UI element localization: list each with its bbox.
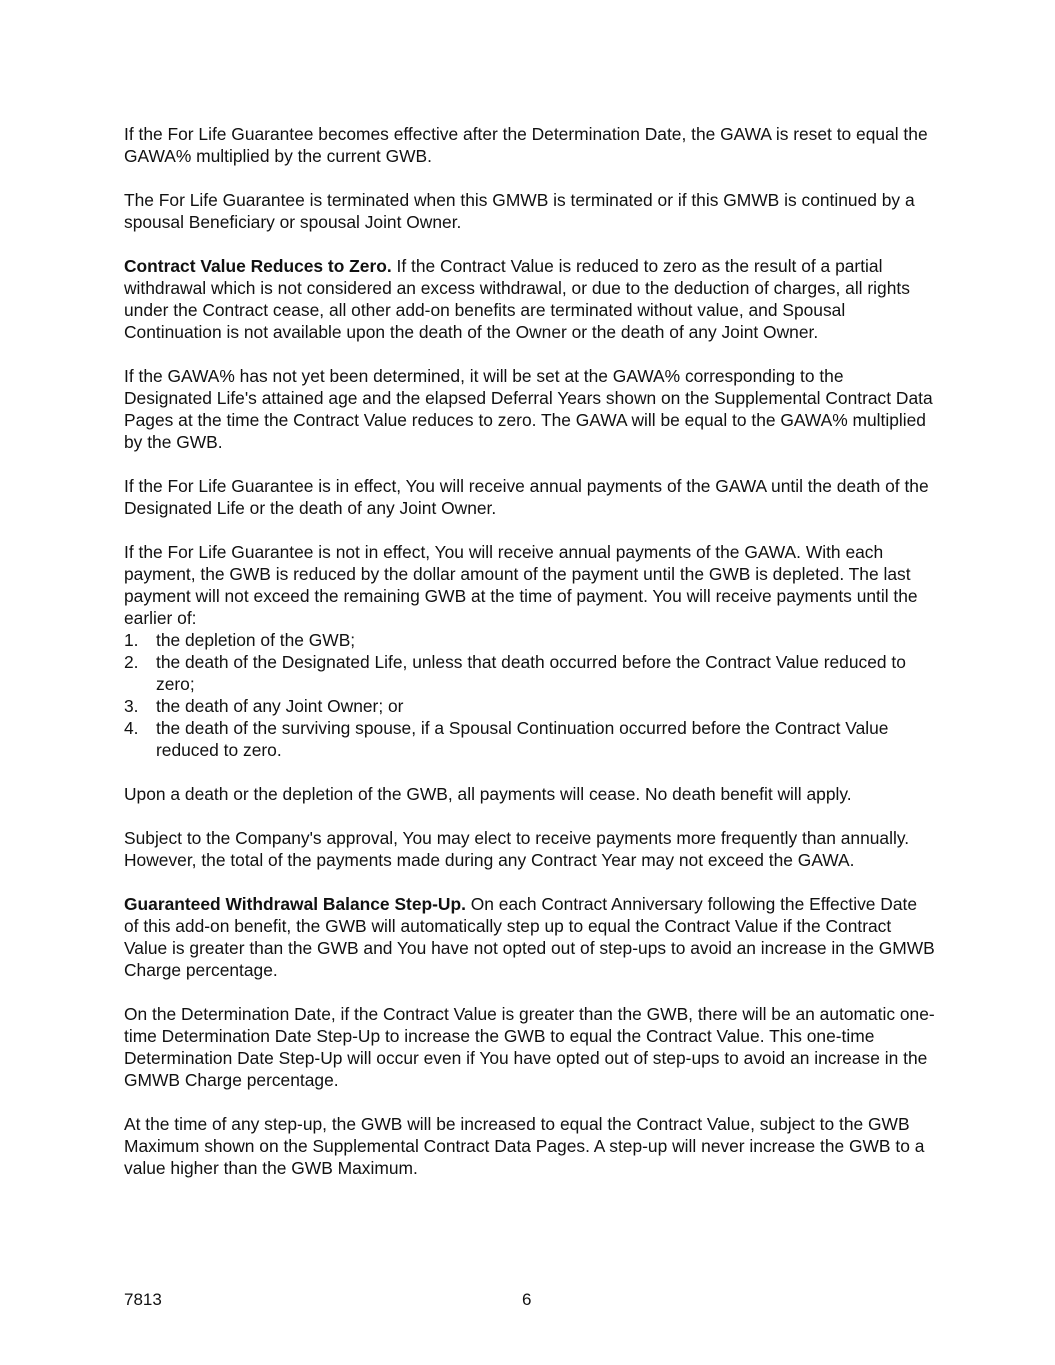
paragraph-for-life-termination	[124, 189, 936, 233]
paragraph-payment-frequency	[124, 827, 936, 871]
document-body	[124, 123, 936, 1201]
list-item-text: the death of any Joint Owner; or	[156, 696, 404, 716]
list-item-text: the death of the Designated Life, unless that death occurred before the Contract Value reduced to zero;	[156, 652, 906, 694]
paragraph-text: The For Life Guarantee is terminated when this GMWB is terminated or if this GMWB is continued by a spousal Beneficiary or spousal Joint Owner.	[124, 190, 915, 232]
paragraph-gwb-maximum	[124, 1113, 936, 1179]
paragraph-contract-value-zero	[124, 255, 936, 343]
paragraph-text: Upon a death or the depletion of the GWB, all payments will cease. No death benefit will apply.	[124, 784, 852, 804]
paragraph-gawa-not-determined	[124, 365, 936, 453]
paragraph-text: If the For Life Guarantee becomes effective after the Determination Date, the GAWA is reset to equal the GAWA% multiplied by the current GWB.	[124, 124, 928, 166]
list-item-text: the depletion of the GWB;	[156, 630, 356, 650]
payment-end-conditions-list	[124, 629, 936, 761]
paragraph-determination-date-step-up	[124, 1003, 936, 1091]
paragraph-text: If the For Life Guarantee is in effect, You will receive annual payments of the GAWA until the death of the Designated Life or the death of any Joint Owner.	[124, 476, 929, 518]
paragraph-text: If the For Life Guarantee is not in effect, You will receive annual payments of the GAWA. With each payment, the GWB is reduced by the dollar amount of the payment until the GWB is depleted. The last payment will not exceed the remaining GWB at the time of payment. You will receive payments until the earlier of:	[124, 542, 918, 628]
paragraph-text: On the Determination Date, if the Contract Value is greater than the GWB, there will be an automatic one-time Determination Date Step-Up to increase the GWB to equal the Contract Value. This one-time Determination Date Step-Up will occur even if You have opted out of step-ups to avoid an increase in the GMWB Charge percentage.	[124, 1004, 935, 1090]
list-item	[124, 629, 936, 651]
list-item-number: 3.	[124, 696, 139, 716]
list-item	[124, 651, 936, 695]
section-heading-contract-value-zero: Contract Value Reduces to Zero.	[124, 256, 392, 276]
paragraph-text: If the Contract Value is reduced to zero as the result of a partial withdrawal which is not considered an excess withdrawal, or due to the deduction of charges, all rights under the Contract cease, all other add-on benefits are terminated without value, and Spousal Continuation is not available upon the death of the Owner or the death of any Joint Owner.	[124, 256, 910, 342]
list-item-number: 4.	[124, 718, 139, 738]
list-item	[124, 717, 936, 761]
list-item-number: 1.	[124, 630, 139, 650]
paragraph-gwb-step-up	[124, 893, 936, 981]
section-heading-gwb-step-up: Guaranteed Withdrawal Balance Step-Up.	[124, 894, 466, 914]
paragraph-for-life-in-effect	[124, 475, 936, 519]
paragraph-text: On each Contract Anniversary following the Effective Date of this add-on benefit, the GWB will automatically step up to equal the Contract Value if the Contract Value is greater than the GWB and You have not opted out of step-ups to avoid an increase in the GMWB Charge percentage.	[124, 894, 935, 980]
paragraph-text: If the GAWA% has not yet been determined, it will be set at the GAWA% corresponding to the Designated Life's attained age and the elapsed Deferral Years shown on the Supplemental Contract Data Pages at the time the Contract Value reduces to zero. The GAWA will be equal to the GAWA% multiplied by the GWB.	[124, 366, 933, 452]
paragraph-for-life-not-in-effect	[124, 541, 936, 629]
form-number: 7813	[124, 1290, 162, 1309]
paragraph-payments-cease	[124, 783, 936, 805]
list-item-number: 2.	[124, 652, 139, 672]
page-number: 6	[522, 1290, 532, 1309]
paragraph-text: At the time of any step-up, the GWB will be increased to equal the Contract Value, subject to the GWB Maximum shown on the Supplemental Contract Data Pages. A step-up will never increase the GWB to a value higher than the GWB Maximum.	[124, 1114, 925, 1178]
list-item-text: the death of the surviving spouse, if a Spousal Continuation occurred before the Contract Value reduced to zero.	[156, 718, 889, 760]
paragraph-for-life-reset	[124, 123, 936, 167]
paragraph-text: Subject to the Company's approval, You may elect to receive payments more frequently than annually. However, the total of the payments made during any Contract Year may not exceed the GAWA.	[124, 828, 910, 870]
list-item	[124, 695, 936, 717]
